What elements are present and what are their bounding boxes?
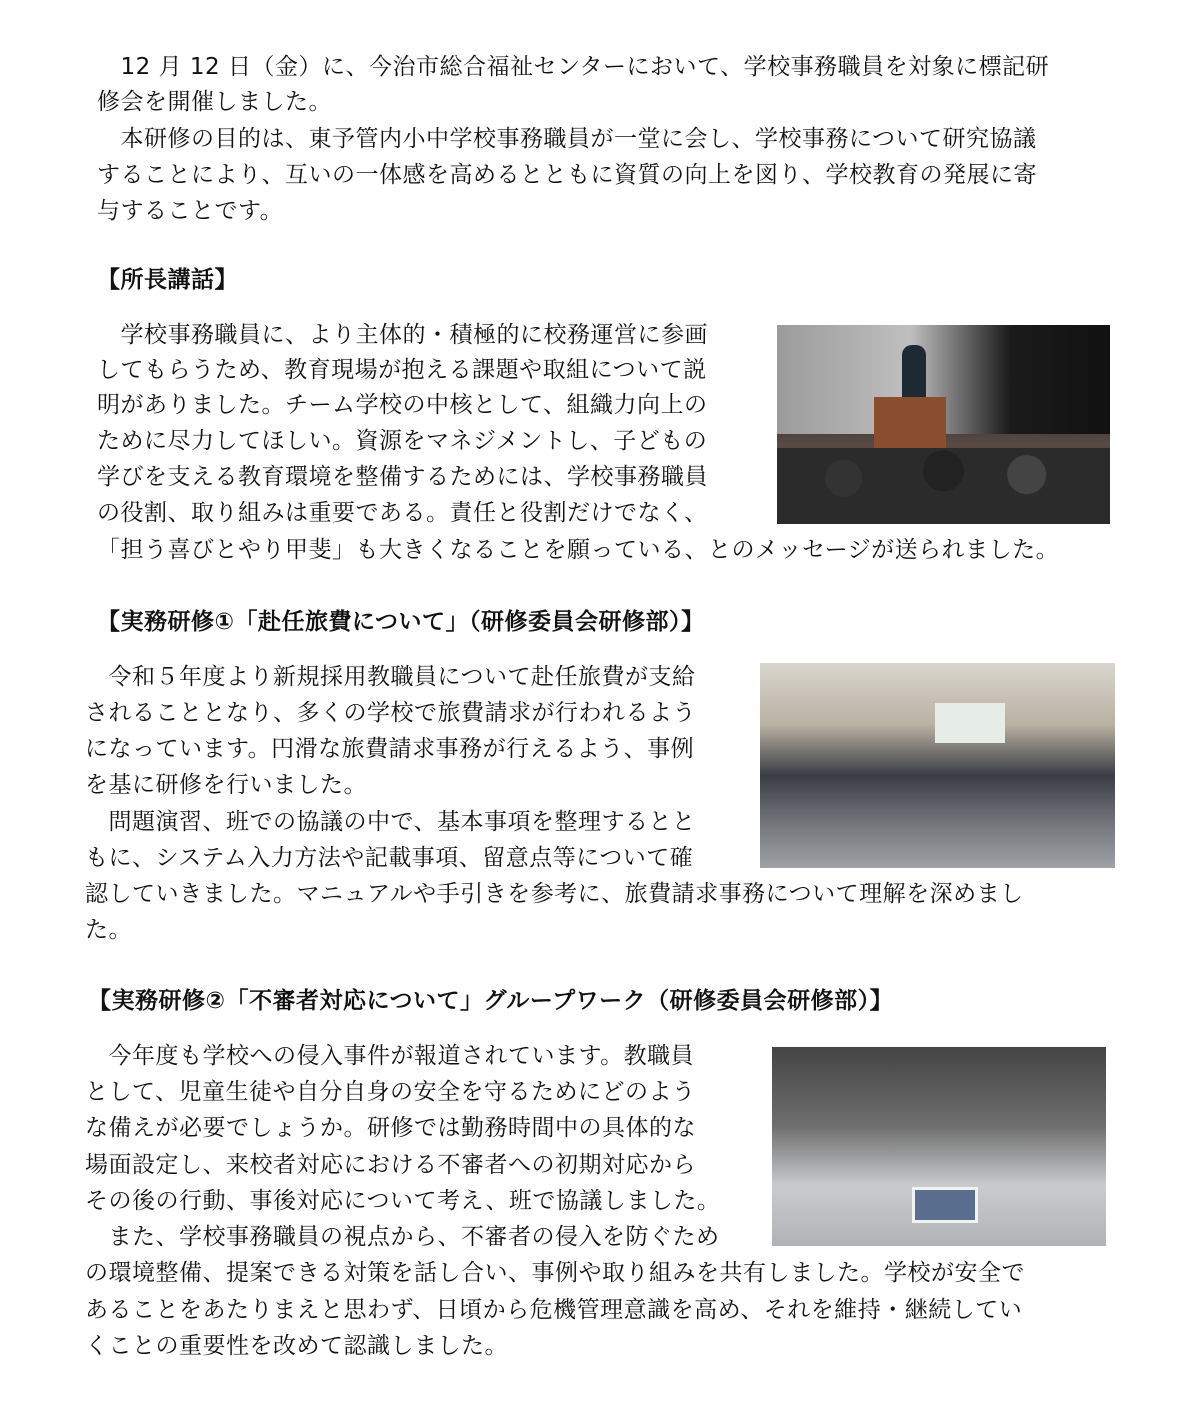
text-line: 「担う喜びとやり甲斐」も大きくなることを願っている、とのメッセージが送られました。 [97, 537, 1060, 563]
text-line: 12 月 12 日（金）に、今治市総合福祉センターにおいて、学校事務職員を対象に標記研 [97, 54, 1050, 80]
text-line: その後の行動、事後対応について考え、班で協議しました。 [85, 1188, 721, 1214]
text-line: の役割、取り組みは重要である。責任と役割だけでなく、 [97, 500, 708, 526]
text-line: を基に研修を行いました。 [85, 772, 367, 798]
text-line: 学びを支える教育環境を整備するためには、学校事務職員 [97, 464, 708, 490]
lecture-photo [777, 325, 1110, 524]
text-line: くことの重要性を改めて認識しました。 [85, 1333, 508, 1359]
text-line: もに、システム入力方法や記載事項、留意点等について確 [85, 845, 694, 871]
text-line: 問題演習、班での協議の中で、基本事項を整理するとと [85, 809, 696, 835]
text-line: 令和５年度より新規採用教職員について赴任旅費が支給 [85, 664, 696, 690]
text-line: な備えが必要でしょうか。研修では勤務時間中の具体的な [85, 1115, 696, 1141]
training-hall-photo [760, 663, 1115, 868]
text-line: 認していきました。マニュアルや手引きを参考に、旅費請求事務について理解を深めまし [85, 881, 1024, 907]
text-line: た。 [85, 917, 132, 943]
text-line: 与することです。 [97, 198, 284, 224]
text-line: 場面設定し、来校者対応における不審者への初期対応から [85, 1152, 696, 1178]
text-line: あることをあたりまえと思わず、日頃から危機管理意識を高め、それを維持・継続してい [85, 1297, 1023, 1323]
text-line: 明がありました。チーム学校の中核として、組織力向上の [97, 392, 708, 418]
section-heading: 【所長講話】 [97, 267, 238, 293]
text-line: することにより、互いの一体感を高めるとともに資質の向上を図り、学校教育の発展に寄 [97, 162, 1037, 188]
text-line: になっています。円滑な旅費請求事務が行えるよう、事例 [85, 736, 695, 762]
section-heading: 【実務研修①「赴任旅費について」（研修委員会研修部）】 [97, 609, 705, 635]
text-line: してもらうため、教育現場が抱える課題や取組について説 [97, 357, 707, 383]
group-work-photo [772, 1047, 1106, 1246]
text-line: されることとなり、多くの学校で旅費請求が行われるよう [85, 700, 696, 726]
text-line: として、児童生徒や自分自身の安全を守るためにどのよう [85, 1079, 696, 1105]
text-line: また、学校事務職員の視点から、不審者の侵入を防ぐため [85, 1224, 720, 1250]
text-line: 本研修の目的は、東予管内小中学校事務職員が一堂に会し、学校事務について研究協議 [97, 126, 1037, 152]
section-heading: 【実務研修②「不審者対応について」グループワーク（研修委員会研修部）】 [88, 988, 894, 1014]
text-line: 学校事務職員に、より主体的・積極的に校務運営に参画 [97, 322, 708, 348]
text-line: ために尽力してほしい。資源をマネジメントし、子どもの [97, 428, 708, 454]
text-line: 今年度も学校への侵入事件が報道されています。教職員 [85, 1043, 695, 1069]
text-line: 修会を開催しました。 [97, 89, 332, 115]
text-line: の環境整備、提案できる対策を話し合い、事例や取り組みを共有しました。学校が安全で [85, 1260, 1025, 1286]
